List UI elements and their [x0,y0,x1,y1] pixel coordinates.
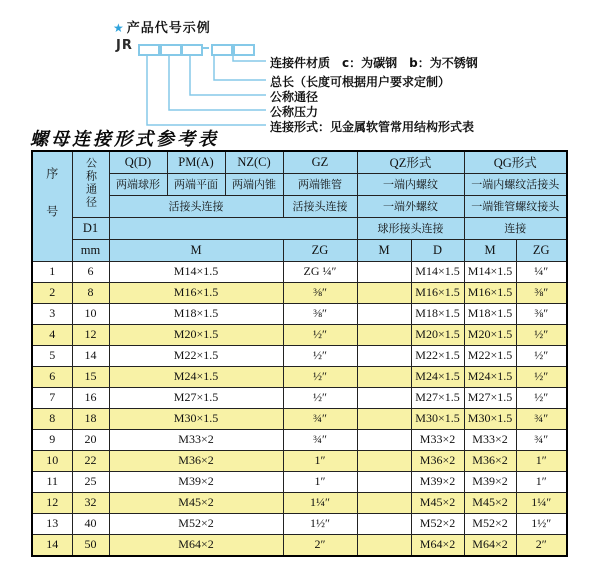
cell-dn: 50 [72,534,109,556]
header-union-connection: 活接头连接 [109,195,283,217]
cell-qg_m: M22×1.5 [464,345,516,366]
cell-zg: 1″ [283,450,357,471]
code-box-1 [138,44,160,56]
header-nominal-diameter [72,151,109,217]
cell-zg: ½″ [283,366,357,387]
header-gz-connection: 活接头连接 [283,195,357,217]
cell-qg_m: M30×1.5 [464,408,516,429]
cell-qz_m [357,345,411,366]
cell-qz_m [357,450,411,471]
cell-qg_m: M64×2 [464,534,516,556]
table-row [32,261,567,282]
cell-dn: 6 [72,261,109,282]
cell-qg_zg: ¾″ [516,408,567,429]
cell-qz_d: M52×2 [411,513,464,534]
cell-qg_m: M33×2 [464,429,516,450]
cell-no: 6 [32,366,72,387]
table-row [32,471,567,492]
cell-no: 10 [32,450,72,471]
cell-qz_d: M36×2 [411,450,464,471]
cell-m: M39×2 [109,471,283,492]
code-box-2 [160,44,182,56]
header-empty-cell [109,217,357,239]
cell-m: M24×1.5 [109,366,283,387]
cell-qg_zg: 1″ [516,450,567,471]
cell-qz_d: M33×2 [411,429,464,450]
header-qg-desc2: 一端锥管螺纹接头 [464,195,567,217]
cell-m: M52×2 [109,513,283,534]
code-prefix: JR [116,38,133,53]
cell-qg_zg: 1½″ [516,513,567,534]
cell-dn: 12 [72,324,109,345]
cell-no: 1 [32,261,72,282]
cell-qz_d: M24×1.5 [411,366,464,387]
cell-m: M16×1.5 [109,282,283,303]
header-serial-label: 序号 [44,166,59,243]
cell-qz_d: M20×1.5 [411,324,464,345]
header-serial [32,151,72,261]
cell-m: M64×2 [109,534,283,556]
cell-no: 12 [32,492,72,513]
cell-qz_d: M39×2 [411,471,464,492]
cell-zg: 1¼″ [283,492,357,513]
cell-m: M20×1.5 [109,324,283,345]
cell-dn: 10 [72,303,109,324]
cell-qg_zg: ½″ [516,387,567,408]
cell-qz_m [357,534,411,556]
cell-qg_zg: ¼″ [516,261,567,282]
header-col-pm: PM(A) [167,151,225,173]
header-m: M [109,239,283,261]
cell-qg_m: M14×1.5 [464,261,516,282]
cell-qg_m: M27×1.5 [464,387,516,408]
table-body [32,261,567,556]
cell-m: M33×2 [109,429,283,450]
cell-qz_d: M30×1.5 [411,408,464,429]
header-qg-m: M [464,239,516,261]
label-length: 总长（长度可根据用户要求定制） [270,75,451,89]
cell-qz_m [357,366,411,387]
cell-dn: 25 [72,471,109,492]
cell-dn: 22 [72,450,109,471]
star-icon: ★ [113,21,125,35]
table-row [32,324,567,345]
cell-m: M30×1.5 [109,408,283,429]
header-col-q: Q(D) [109,151,167,173]
header-q-desc: 两端球形 [109,173,167,195]
cell-no: 2 [32,282,72,303]
diagram-title-text: 产品代号示例 [126,21,211,36]
diagram-title [113,17,211,36]
cell-zg: ½″ [283,345,357,366]
cell-dn: 40 [72,513,109,534]
cell-qz_d: M14×1.5 [411,261,464,282]
cell-dn: 14 [72,345,109,366]
cell-m: M22×1.5 [109,345,283,366]
cell-dn: 16 [72,387,109,408]
table-row [32,408,567,429]
table-title: 螺母连接形式参考表 [30,129,219,150]
cell-zg: ⅜″ [283,303,357,324]
table-row [32,534,567,556]
label-material: 连接件材质 c：为碳钢 b：为不锈钢 [270,56,478,70]
header-qz-desc2: 一端外螺纹 [357,195,464,217]
table-row [32,450,567,471]
header-col-gz: GZ [283,151,357,173]
table-row [32,429,567,450]
cell-qz_m [357,387,411,408]
header-gz-desc: 两端锥管 [283,173,357,195]
cell-dn: 18 [72,408,109,429]
cell-no: 14 [32,534,72,556]
code-box-4 [211,44,233,56]
cell-qg_m: M20×1.5 [464,324,516,345]
cell-qz_m [357,492,411,513]
cell-qz_d: M64×2 [411,534,464,556]
cell-qg_zg: ½″ [516,366,567,387]
cell-qz_m [357,513,411,534]
label-diameter: 公称通径 [270,90,319,104]
header-qg-connection: 连接 [464,217,567,239]
label-connection: 连接形式：见金属软管常用结构形式表 [270,120,475,134]
cell-qg_m: M16×1.5 [464,282,516,303]
table-row [32,366,567,387]
nut-connection-reference-table [31,150,568,557]
header-col-nz: NZ(C) [225,151,283,173]
header-qz-d: D [411,239,464,261]
cell-qg_zg: ⅜″ [516,282,567,303]
cell-qg_m: M24×1.5 [464,366,516,387]
cell-dn: 15 [72,366,109,387]
header-qz-m: M [357,239,411,261]
cell-zg: 1″ [283,471,357,492]
cell-m: M45×2 [109,492,283,513]
header-nz-desc: 两端内锥 [225,173,283,195]
table-row [32,492,567,513]
cell-qz_d: M18×1.5 [411,303,464,324]
cell-qg_zg: ¾″ [516,429,567,450]
cell-qz_d: M27×1.5 [411,387,464,408]
cell-zg: ½″ [283,387,357,408]
cell-no: 13 [32,513,72,534]
cell-qz_m [357,429,411,450]
code-box-3 [181,44,203,56]
cell-m: M18×1.5 [109,303,283,324]
cell-no: 11 [32,471,72,492]
cell-no: 5 [32,345,72,366]
table-row [32,513,567,534]
cell-qg_m: M39×2 [464,471,516,492]
cell-qg_zg: ½″ [516,324,567,345]
cell-no: 7 [32,387,72,408]
header-col-qz: QZ形式 [357,151,464,173]
cell-qz_d: M16×1.5 [411,282,464,303]
cell-qg_zg: ½″ [516,345,567,366]
cell-qz_m [357,471,411,492]
cell-qz_m [357,282,411,303]
cell-dn: 20 [72,429,109,450]
cell-zg: ¾″ [283,429,357,450]
header-pm-desc: 两端平面 [167,173,225,195]
cell-qg_m: M18×1.5 [464,303,516,324]
cell-zg: ¾″ [283,408,357,429]
table-row [32,282,567,303]
table-row [32,303,567,324]
cell-zg: 1½″ [283,513,357,534]
code-dash [201,47,209,49]
header-zg: ZG [283,239,357,261]
cell-m: M27×1.5 [109,387,283,408]
header-qz-desc1: 一端内螺纹 [357,173,464,195]
cell-qg_m: M36×2 [464,450,516,471]
header-qz-connection: 球形接头连接 [357,217,464,239]
cell-zg: ⅜″ [283,282,357,303]
cell-qg_zg: ⅜″ [516,303,567,324]
cell-zg: 2″ [283,534,357,556]
label-pressure: 公称压力 [270,105,319,119]
cell-qg_zg: 2″ [516,534,567,556]
table-row [32,345,567,366]
table-row [32,387,567,408]
cell-qg_m: M45×2 [464,492,516,513]
cell-qg_zg: 1¼″ [516,492,567,513]
header-nominal-diameter-label: 公称通径 [84,156,98,209]
header-qg-desc1: 一端内螺纹活接头 [464,173,567,195]
cell-no: 3 [32,303,72,324]
cell-m: M36×2 [109,450,283,471]
cell-zg: ½″ [283,324,357,345]
cell-qz_d: M45×2 [411,492,464,513]
header-mm: mm [72,239,109,261]
cell-qz_m [357,408,411,429]
cell-zg: ZG ¼″ [283,261,357,282]
cell-dn: 32 [72,492,109,513]
cell-no: 9 [32,429,72,450]
header-d1: D1 [72,217,109,239]
cell-no: 4 [32,324,72,345]
cell-qg_zg: 1″ [516,471,567,492]
cell-qz_m [357,324,411,345]
cell-qg_m: M52×2 [464,513,516,534]
cell-qz_m [357,303,411,324]
cell-no: 8 [32,408,72,429]
cell-qz_d: M22×1.5 [411,345,464,366]
cell-qz_m [357,261,411,282]
code-box-5 [233,44,255,56]
header-qg-zg: ZG [516,239,567,261]
cell-dn: 8 [72,282,109,303]
header-col-qg: QG形式 [464,151,567,173]
cell-m: M14×1.5 [109,261,283,282]
